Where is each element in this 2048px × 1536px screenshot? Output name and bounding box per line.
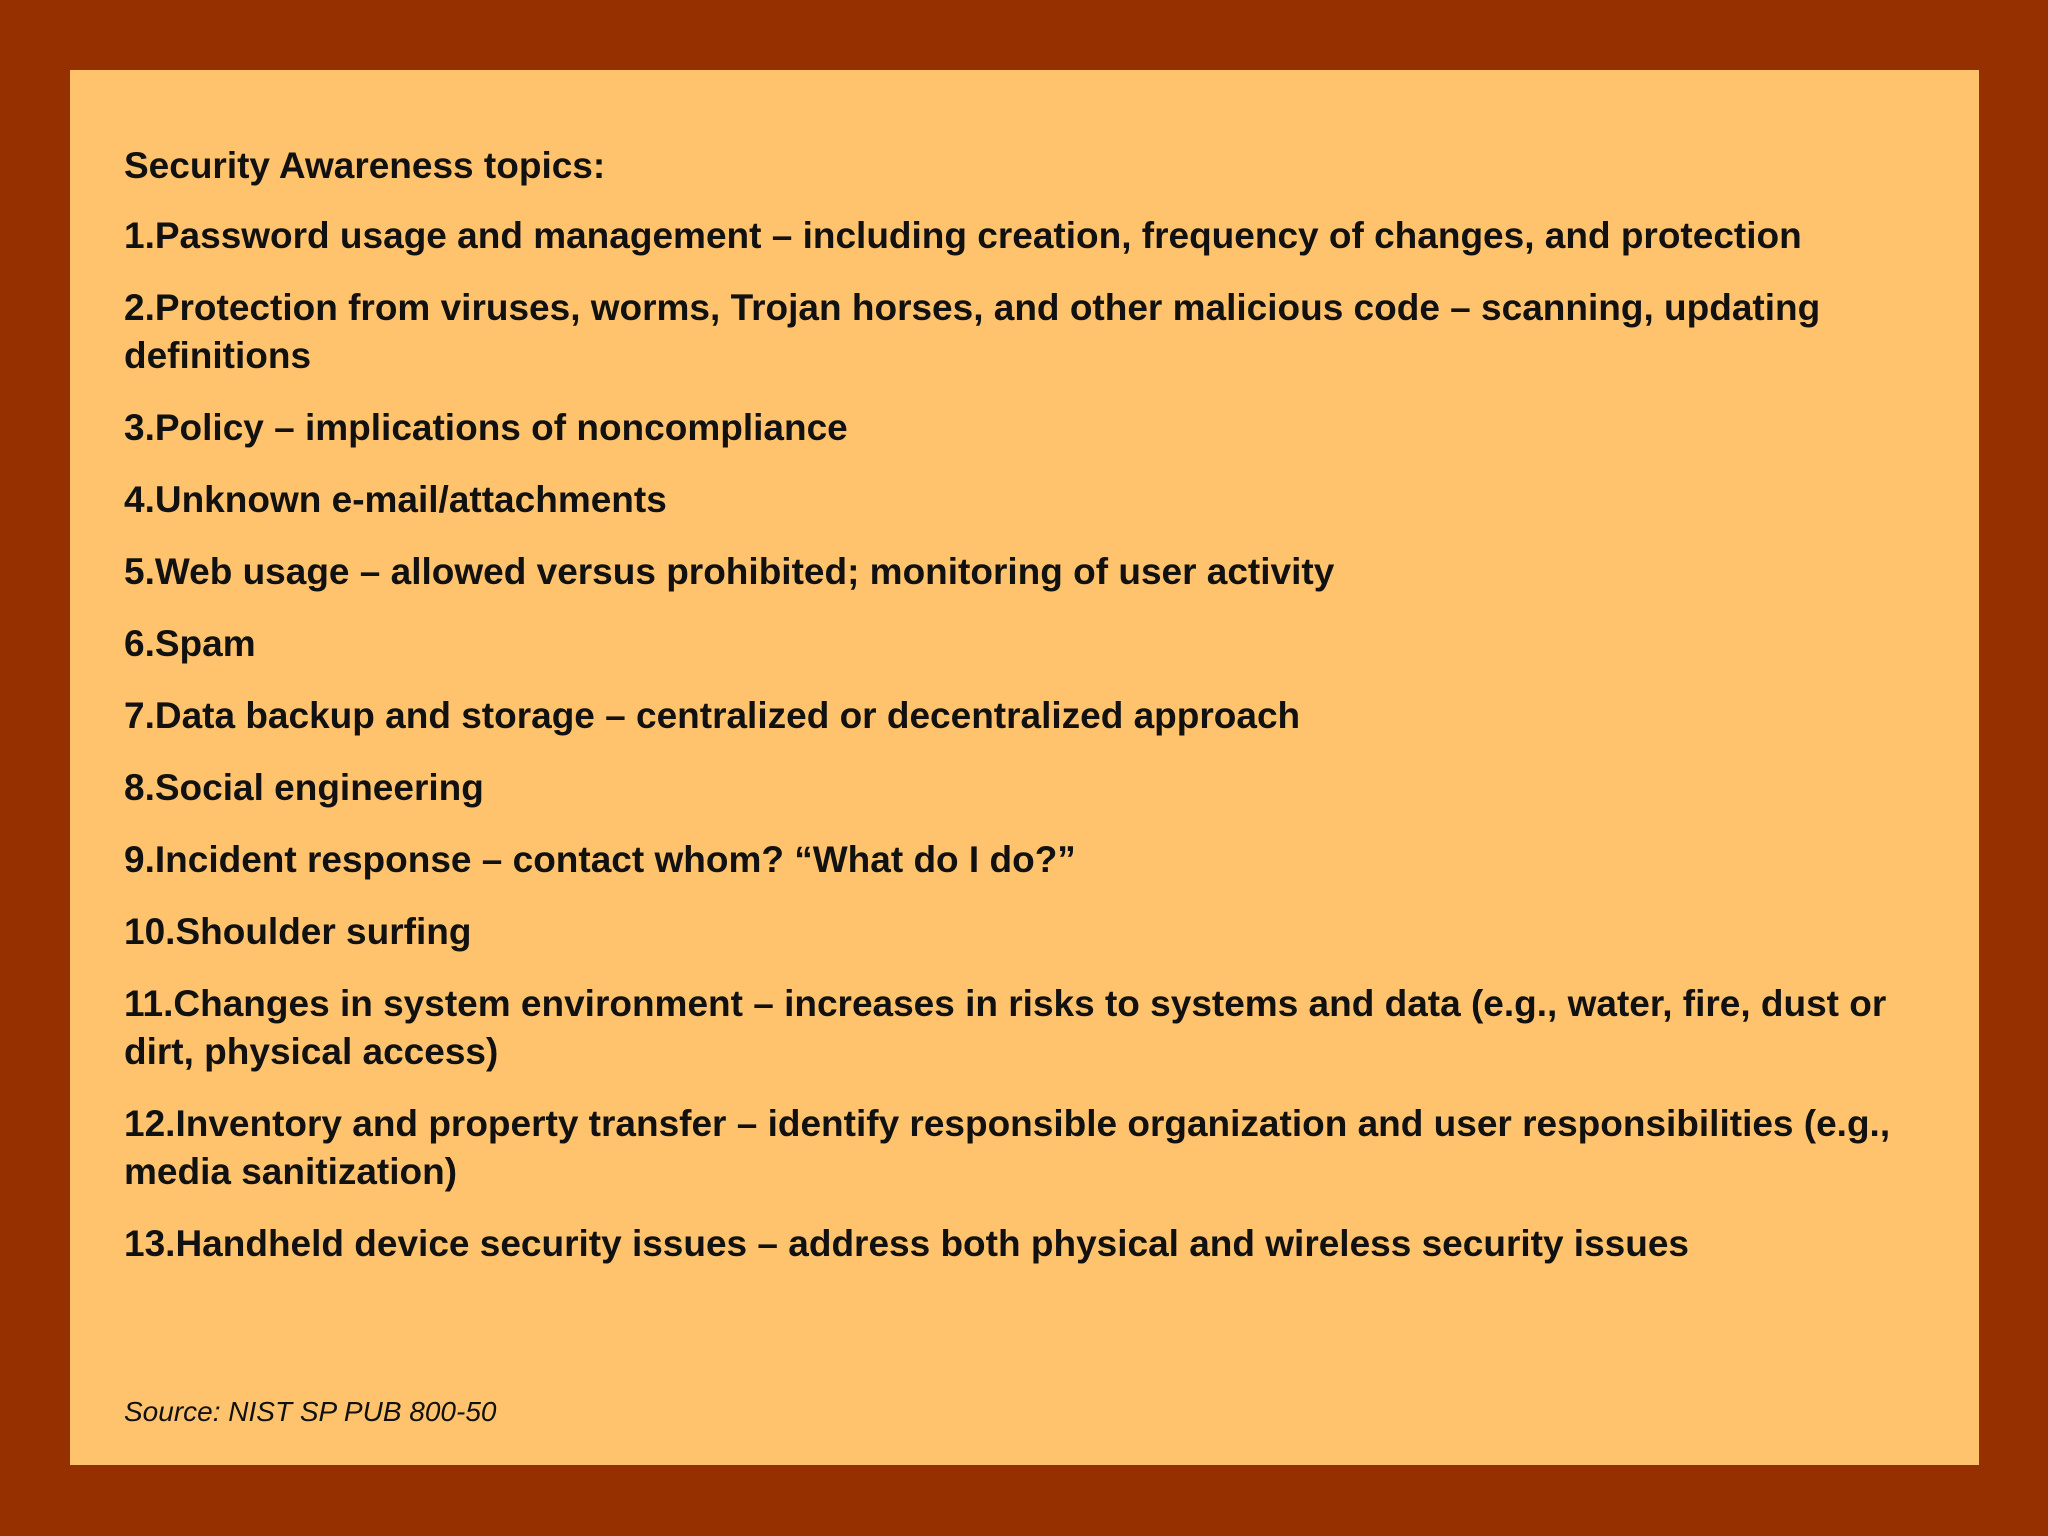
topic-text: Password usage and management – including creation, frequency of changes, and protection (154, 215, 1802, 256)
topic-item (124, 980, 1904, 1076)
topic-item (124, 692, 1904, 740)
topic-number: 11. (124, 983, 174, 1024)
topic-number: 8. (124, 767, 155, 808)
topic-number: 9. (124, 839, 155, 880)
slide-heading: Security Awareness topics: (124, 145, 606, 186)
topic-text: Handheld device security issues – address both physical and wireless security issues (175, 1223, 1689, 1264)
slide-panel (70, 70, 1979, 1465)
topic-item (124, 1100, 1904, 1196)
topic-item (124, 548, 1904, 596)
topic-item (124, 476, 1904, 524)
topic-item (124, 908, 1904, 956)
topic-text: Web usage – allowed versus prohibited; monitoring of user activity (154, 551, 1335, 592)
topic-number: 12. (124, 1103, 176, 1144)
topic-text: Shoulder surfing (175, 911, 472, 952)
topic-number: 10. (124, 911, 176, 952)
topic-text: Incident response – contact whom? “What do I do?” (154, 839, 1076, 880)
topic-number: 4. (124, 479, 155, 520)
topic-number: 2. (124, 287, 155, 328)
topic-item (124, 212, 1904, 260)
topic-number: 7. (124, 695, 155, 736)
topic-text: Spam (154, 623, 256, 664)
topic-item (124, 620, 1904, 668)
topic-item (124, 836, 1904, 884)
topic-number: 5. (124, 551, 155, 592)
topic-number: 13. (124, 1223, 176, 1264)
topic-text: Unknown e-mail/attachments (154, 479, 667, 520)
topic-text: Policy – implications of noncompliance (154, 407, 848, 448)
topic-item (124, 1220, 1904, 1268)
topic-text: Changes in system environment – increases in risks to systems and data (e.g., water, fire, dust or dirt, physical access) (124, 983, 1887, 1072)
topic-text: Social engineering (154, 767, 484, 808)
topic-item (124, 404, 1904, 452)
topic-number: 1. (124, 215, 155, 256)
topic-text: Protection from viruses, worms, Trojan horses, and other malicious code – scanning, updating definitions (124, 287, 1821, 376)
source-citation: Source: NIST SP PUB 800-50 (124, 1396, 497, 1427)
topic-text: Inventory and property transfer – identify responsible organization and user responsibilities (e.g., media sanitization) (124, 1103, 1891, 1192)
topic-number: 6. (124, 623, 155, 664)
topic-text: Data backup and storage – centralized or decentralized approach (154, 695, 1301, 736)
topic-item (124, 764, 1904, 812)
slide-content (124, 142, 1904, 1292)
topic-item (124, 284, 1904, 380)
topic-number: 3. (124, 407, 155, 448)
